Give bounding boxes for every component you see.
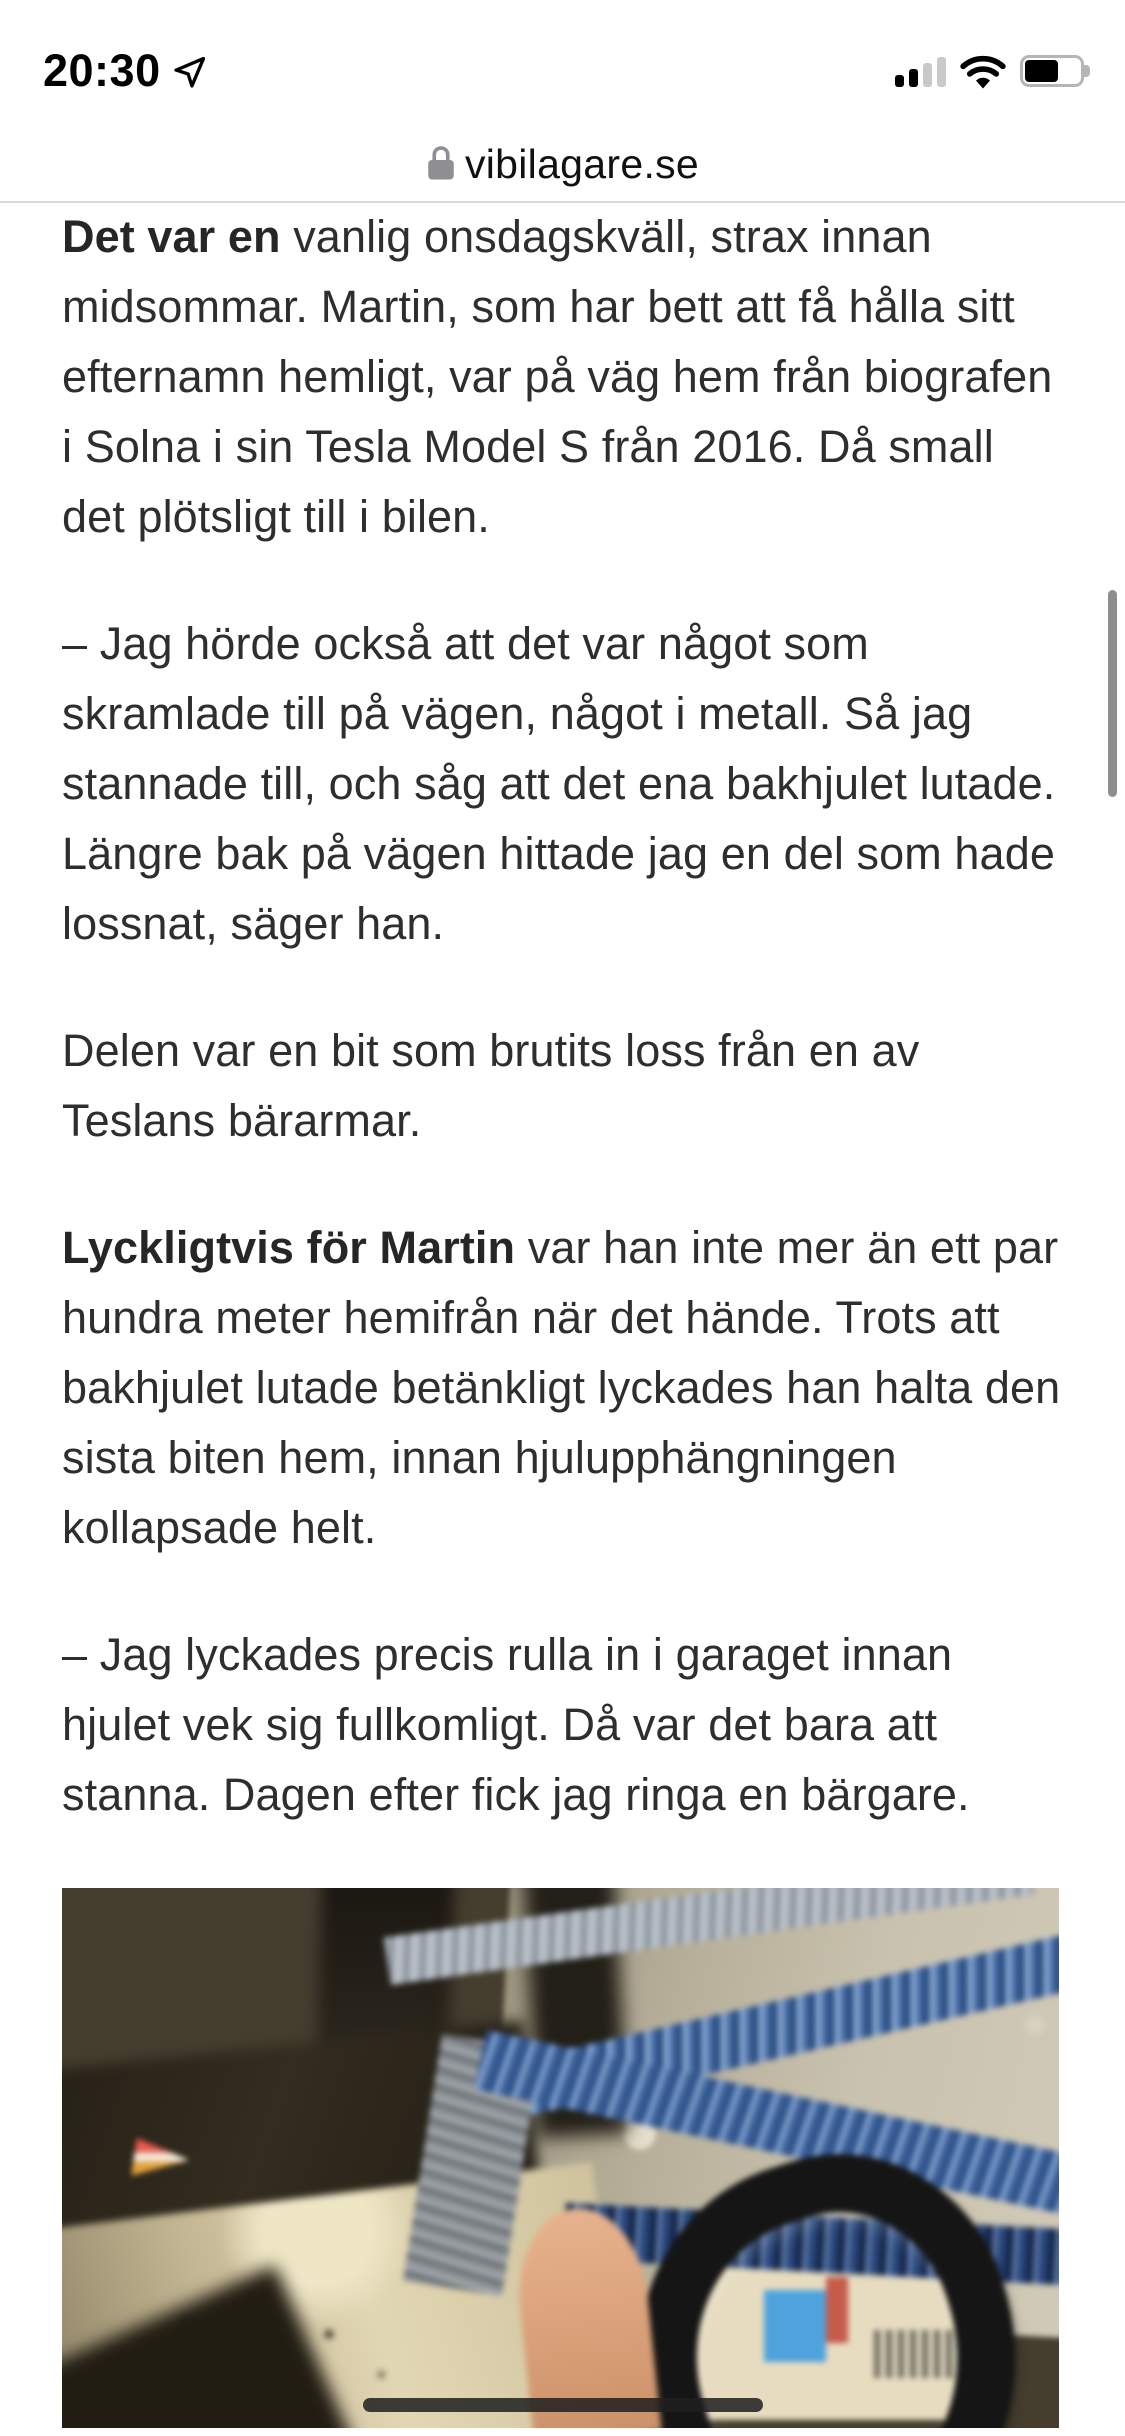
url-domain[interactable]: vibilagare.se <box>464 141 700 187</box>
photo-suspension-arm-loop <box>639 2160 1019 2428</box>
paragraph-text: Delen var en bit som brutits loss från en av Teslans bärarmar. <box>62 1025 920 1146</box>
article-paragraph <box>62 202 1063 552</box>
home-indicator[interactable] <box>363 2398 763 2412</box>
article-body <box>0 202 1125 2428</box>
article-paragraph <box>62 609 1063 959</box>
paragraph-text: – Jag hörde också att det var något som skramlade till på vägen, något i metall. Så jag stannade till, och såg att det ena bakhjulet lutade. Längre bak på vägen hittade jag en del som hade lossnat, säger han. <box>62 618 1056 949</box>
paragraph-text: vanlig onsdagskväll, strax innan midsommar. Martin, som har bett att få hålla sitt efternamn hemligt, var på väg hem från biografen i Solna i sin Tesla Model S från 2016. Då small det plötsligt till i bilen. <box>62 211 1053 542</box>
battery-icon <box>1020 55 1092 87</box>
signal-bar-2 <box>909 69 918 87</box>
cellular-signal-icon <box>895 57 946 87</box>
lock-icon <box>426 145 456 181</box>
article-paragraph <box>62 1213 1063 1563</box>
paragraph-lead-bold: Det var en <box>62 211 281 262</box>
status-left-cluster <box>43 45 209 97</box>
article-paragraph <box>62 1620 1063 1830</box>
article-paragraph <box>62 1016 1063 1156</box>
photo-render-layers <box>62 1888 1059 2428</box>
signal-bar-4 <box>937 57 946 87</box>
battery-fill <box>1025 60 1058 82</box>
paragraph-text: – Jag lyckades precis rulla in i garaget innan hjulet vek sig fullkomligt. Då var det bara att stanna. Dagen efter fick jag ringa en bärgare. <box>62 1629 970 1820</box>
article-photo-tesla-underside <box>62 1888 1059 2428</box>
location-arrow-icon <box>171 53 209 91</box>
signal-bar-1 <box>895 75 904 87</box>
status-right-cluster <box>895 55 1092 87</box>
paragraph-text: var han inte mer än ett par hundra meter hemifrån när det hände. Trots att bakhjulet lutade betänkligt lyckades han halta den sista biten hem, innan hjulupphängningen kollapsade helt. <box>62 1222 1061 1553</box>
status-bar <box>0 38 1125 104</box>
signal-bar-3 <box>923 63 932 87</box>
status-time: 20:30 <box>43 45 161 96</box>
battery-nub <box>1084 65 1090 77</box>
paragraph-lead-bold: Lyckligtvis för Martin <box>62 1222 516 1273</box>
scrollbar-thumb[interactable] <box>1108 590 1117 797</box>
wifi-icon <box>960 55 1006 89</box>
safari-url-bar[interactable] <box>0 128 1125 201</box>
